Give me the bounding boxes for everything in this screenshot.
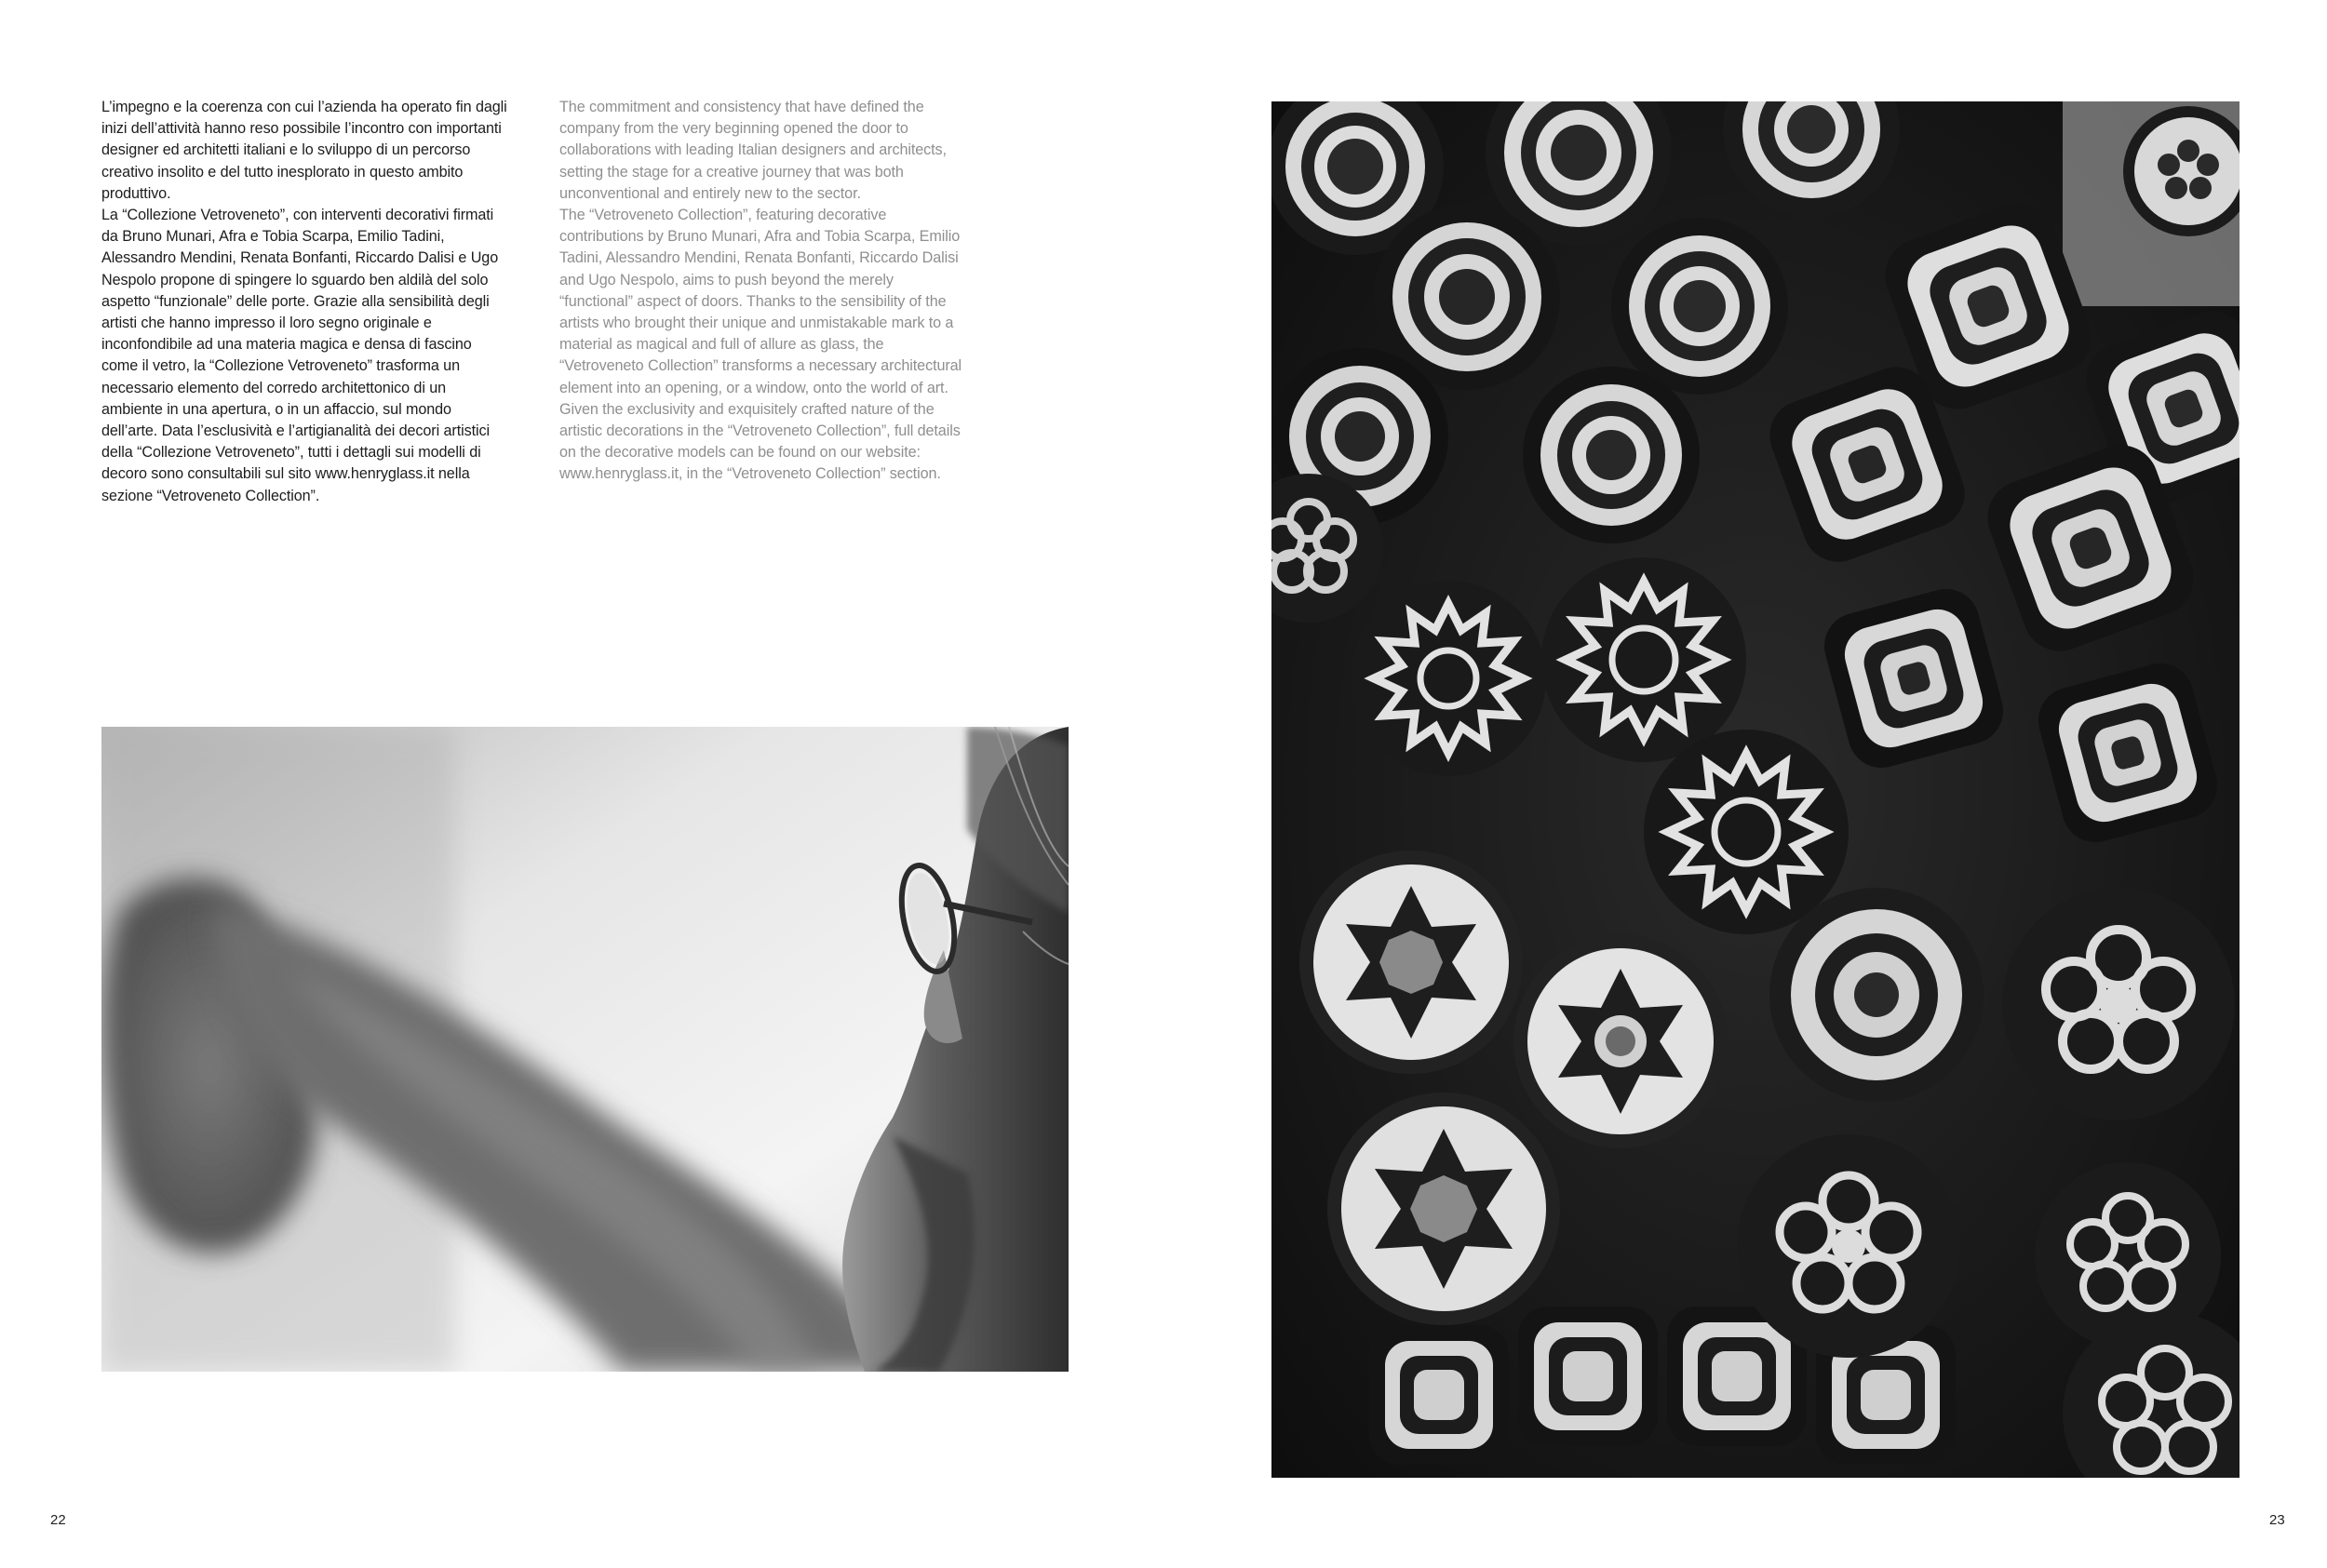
italian-paragraph-2: La “Collezione Vetroveneto”, con interventi decorativi firmati da Bruno Munari, Afra e Tobia Scarpa, Emilio Tadini, Alessandro Mendini, Renata Bonfanti, Riccardo Dalisi e Ugo Nespolo propone di spingere lo sguardo ben aldilà del solo aspetto “funzionale” delle porte. Grazie alla sensibilità degli artisti che hanno impresso il loro segno originale e inconfondibile ad una materia magica e densa di fascino come il vetro, la “Collezione Vetroveneto” trasforma un necessario elemento del corredo architettonico di un ambiente in una apertura, o in un affaccio, sul mondo dell’arte. Data l’esclusività e l’artigianalità dei decori artistici della “Collezione Vetroveneto”, tutti i dettagli sui modelli di decoro sono consultabili sul sito www.henryglass.it nella sezione “Vetroveneto Collection”. xyxy=(101,207,499,504)
artist-portrait-photo xyxy=(101,727,1069,1372)
portrait-image xyxy=(101,727,1069,1372)
murrine-image xyxy=(1271,101,2240,1478)
english-paragraph-1: The commitment and consistency that have defined the company from the very beginning opened the door to collaborations with leading Italian designers and architects, setting the stage for a creative journey that was both unconventional and entirely new to the sector. xyxy=(559,99,947,202)
english-text-column xyxy=(559,97,969,486)
english-paragraph-2: The “Vetroveneto Collection”, featuring decorative contributions by Bruno Munari, Afra and Tobia Scarpa, Emilio Tadini, Alessandro Mendini, Renata Bonfanti, Riccardo Dalisi and Ugo Nespolo, aims to push beyond the merely “functional” aspect of doors. Thanks to the sensibility of the artists who brought their unique and unmistakable mark to a material as magical and full of allure as glass, the “Vetroveneto Collection” transforms a necessary architectural element into an opening, or a window, onto the world of art. Given the exclusivity and exquisitely crafted nature of the artistic decorations in the “Vetroveneto Collection”, full details on the decorative models can be found on our website: www.henryglass.it, in the “Vetroveneto Collection” section. xyxy=(559,207,962,483)
italian-paragraph-1: L’impegno e la coerenza con cui l’azienda ha operato fin dagli inizi dell’attività hanno reso possibile l’incontro con importanti designer ed architetti italiani e lo sviluppo di un percorso creativo insolito e del tutto inesplorato in questo ambito produttivo. xyxy=(101,99,507,202)
glass-murrine-photo xyxy=(1271,101,2240,1478)
page-number-right: 23 xyxy=(2269,1512,2285,1528)
page-number-left: 22 xyxy=(50,1512,66,1528)
italian-text-column xyxy=(101,97,511,507)
